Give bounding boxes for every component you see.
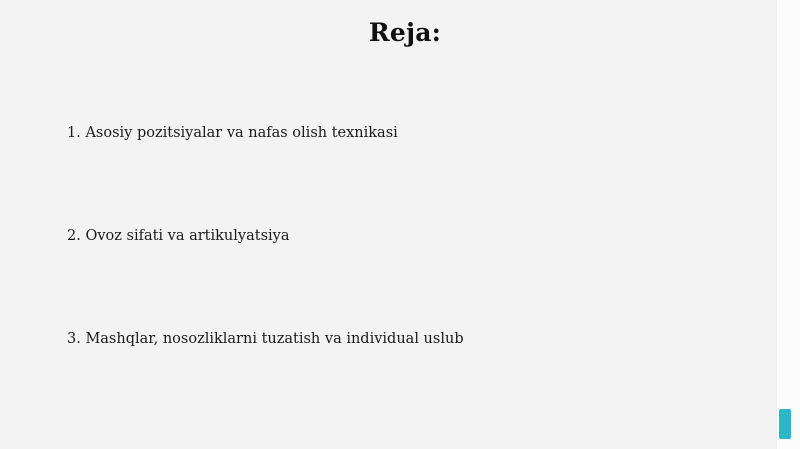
plan-item-1: 1. Asosiy pozitsiyalar va nafas olish texnikasi bbox=[67, 125, 398, 141]
scrollbar-thumb[interactable] bbox=[779, 409, 791, 439]
plan-item-2: 2. Ovoz sifati va artikulyatsiya bbox=[67, 228, 290, 244]
slide-title: Reja: bbox=[368, 18, 442, 47]
scrollbar-track[interactable] bbox=[776, 0, 800, 449]
plan-item-3: 3. Mashqlar, nosozliklarni tuzatish va individual uslub bbox=[67, 331, 464, 347]
